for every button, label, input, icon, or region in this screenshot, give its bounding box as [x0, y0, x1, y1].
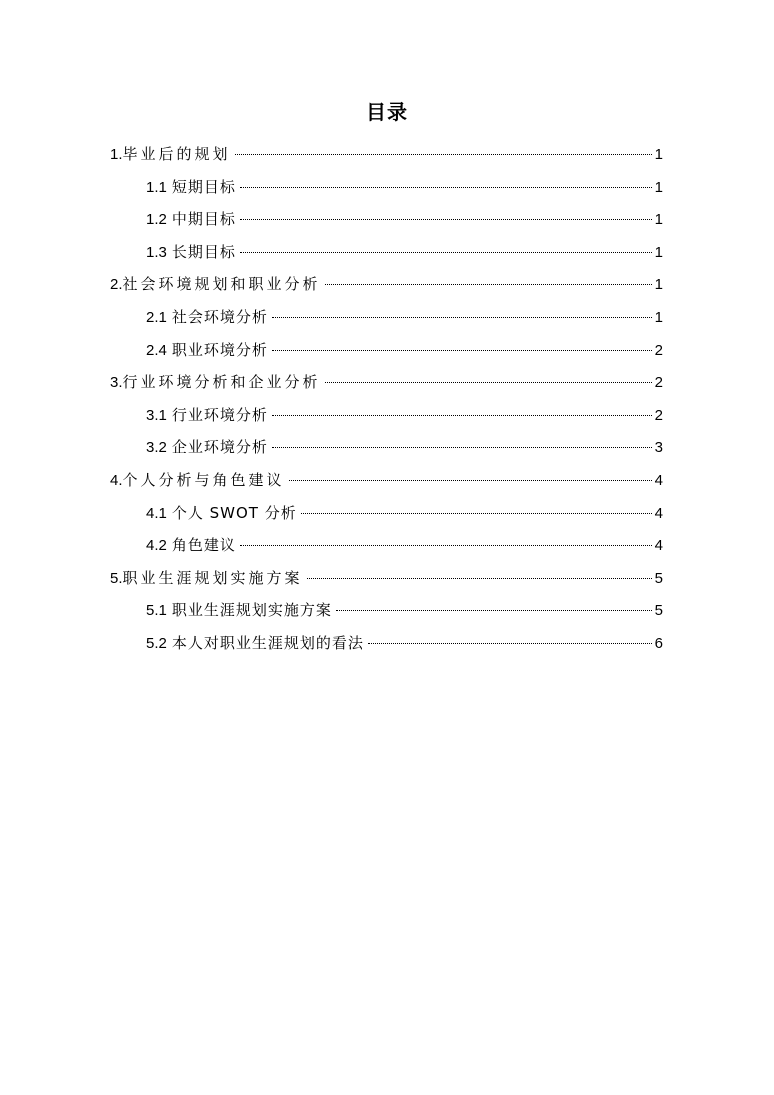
toc-entry-number: 4.1	[146, 504, 167, 522]
toc-dot-leader	[272, 317, 652, 318]
toc-dot-leader	[301, 513, 652, 514]
toc-entry-text: 个人分析与角色建议	[122, 470, 285, 489]
toc-entry-text: 行业环境分析和企业分析	[122, 373, 321, 392]
toc-subentry[interactable]	[110, 401, 663, 434]
toc-entry-text: 职业生涯规划实施方案	[122, 568, 303, 587]
toc-entry-text: 企业环境分析	[171, 438, 268, 457]
toc-subentry[interactable]	[110, 303, 663, 336]
toc-entry-number: 1.1	[146, 178, 167, 196]
toc-dot-leader	[307, 578, 652, 579]
toc-entry-number: 5.2	[146, 634, 167, 652]
toc-entry-number: 1.	[110, 146, 123, 163]
toc-dot-leader	[325, 284, 652, 285]
toc-entry[interactable]	[110, 368, 663, 401]
toc-entry-number: 1.3	[146, 243, 167, 261]
toc-dot-leader	[240, 545, 652, 546]
toc-page-number: 1	[654, 211, 663, 229]
toc-entry-number: 1.2	[146, 211, 167, 229]
toc-entry-text: 社会环境分析	[171, 307, 268, 326]
toc-entry[interactable]	[110, 140, 663, 173]
toc-subentry[interactable]	[110, 238, 663, 271]
toc-entry-text: 长期目标	[171, 242, 236, 261]
toc-entry-number: 3.2	[146, 439, 167, 457]
toc-entry-text: 角色建议	[171, 536, 236, 555]
toc-entry-text: 行业环境分析	[171, 405, 268, 424]
toc-entry[interactable]	[110, 270, 663, 303]
toc-page-number: 4	[654, 471, 663, 489]
toc-entry-text: 职业环境分析	[171, 340, 268, 359]
toc-entry-text: 个人 SWOT 分析	[171, 503, 297, 522]
toc-page-number: 4	[654, 504, 663, 522]
toc-entry-text: 毕业后的规划	[122, 145, 231, 163]
toc-entry[interactable]	[110, 466, 663, 499]
toc-entry-text: 职业生涯规划实施方案	[171, 601, 332, 620]
toc-page-number: 1	[654, 243, 663, 261]
toc-subentry[interactable]	[110, 531, 663, 564]
toc-page-number: 1	[654, 146, 663, 163]
toc-dot-leader	[272, 350, 652, 351]
toc-dot-leader	[336, 610, 652, 611]
toc-title: 目录	[366, 100, 408, 124]
toc-dot-leader	[325, 382, 652, 383]
toc-entry-number: 2.4	[146, 341, 167, 359]
toc-page-number: 5	[654, 569, 663, 587]
toc-page-number: 2	[654, 406, 663, 424]
toc-page-number: 2	[654, 374, 663, 392]
toc-subentry[interactable]	[110, 173, 663, 206]
toc-dot-leader	[289, 480, 652, 481]
toc-entry-number: 3.	[110, 374, 123, 392]
toc-page-number: 1	[654, 276, 663, 294]
toc-subentry[interactable]	[110, 336, 663, 369]
toc-subentry[interactable]	[110, 596, 663, 629]
toc-page-number: 2	[654, 341, 663, 359]
toc-page-number: 4	[654, 537, 663, 555]
toc-entry-text: 中期目标	[171, 210, 236, 229]
toc-page-number: 3	[654, 439, 663, 457]
toc-page-number: 5	[654, 602, 663, 620]
toc-dot-leader	[272, 415, 652, 416]
toc-entry[interactable]	[110, 564, 663, 597]
toc-entry-number: 5.1	[146, 602, 167, 620]
toc-page-number: 6	[654, 634, 663, 652]
toc-dot-leader	[240, 219, 652, 220]
toc-entry-number: 4.2	[146, 537, 167, 555]
toc-entry-number: 5.	[110, 569, 123, 587]
toc-dot-leader	[272, 447, 652, 448]
toc-dot-leader	[240, 187, 652, 188]
toc-dot-leader	[240, 252, 652, 253]
toc-subentry[interactable]	[110, 205, 663, 238]
toc-list	[110, 140, 663, 662]
toc-entry-number: 2.1	[146, 308, 167, 326]
toc-page-number: 1	[654, 178, 663, 196]
toc-entry-number: 2.	[110, 276, 123, 294]
toc-entry-number: 4.	[110, 471, 123, 489]
toc-subentry[interactable]	[110, 629, 663, 662]
toc-entry-text: 本人对职业生涯规划的看法	[171, 633, 364, 652]
toc-entry-text: 短期目标	[171, 177, 236, 196]
toc-page-number: 1	[654, 308, 663, 326]
toc-dot-leader	[368, 643, 652, 644]
toc-dot-leader	[235, 154, 652, 155]
toc-entry-text: 社会环境规划和职业分析	[122, 275, 321, 294]
toc-entry-number: 3.1	[146, 406, 167, 424]
toc-subentry[interactable]	[110, 433, 663, 466]
toc-subentry[interactable]	[110, 499, 663, 532]
